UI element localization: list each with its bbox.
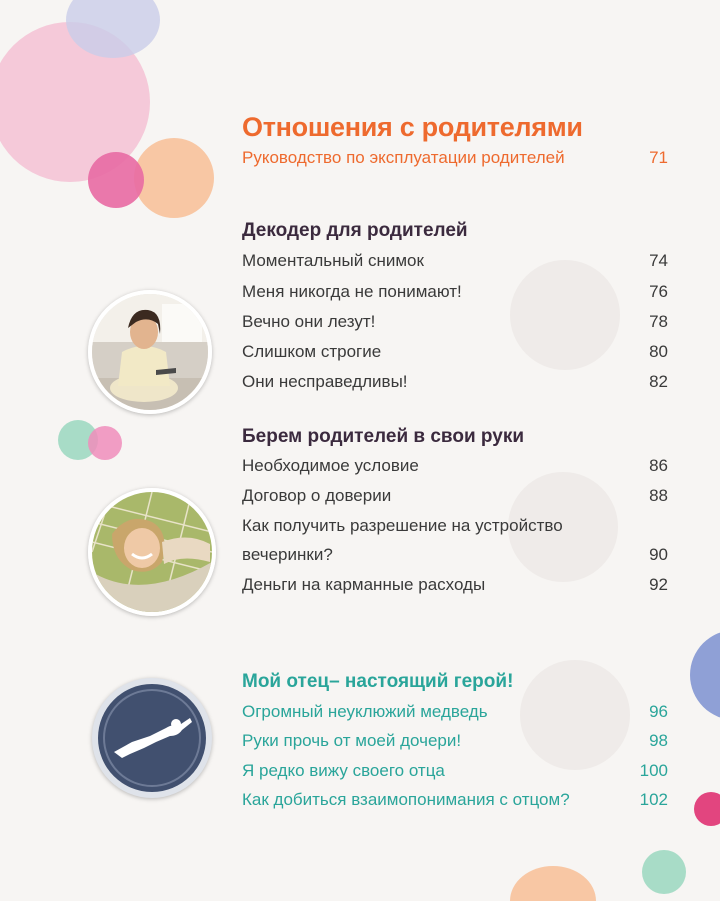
- toc-entry-label: Руки прочь от моей дочери!: [242, 731, 462, 750]
- toc-entry[interactable]: [242, 790, 668, 810]
- toc-entry-label: Вечно они лезут!: [242, 312, 376, 331]
- toc-entry[interactable]: [242, 486, 668, 506]
- toc-entry[interactable]: [242, 456, 668, 476]
- woman-on-sofa-illustration: [92, 294, 208, 410]
- toc-entry-page: 71: [649, 148, 668, 167]
- toc-entry-label: Договор о доверии: [242, 486, 392, 505]
- toc-entry-page: 96: [649, 702, 668, 721]
- bubble-mint-bottom-decor: [642, 850, 686, 894]
- toc-entry-page: 76: [649, 282, 668, 301]
- toc-entry[interactable]: [242, 148, 668, 168]
- girl-in-hammock-photo: [88, 488, 216, 616]
- toc-entry-page: 102: [639, 790, 668, 809]
- toc-entry-label: Как получить разрешение на устройство: [242, 516, 563, 535]
- toc-entry-page: 74: [649, 251, 668, 270]
- section-heading-take-parents: Берем родителей в свои руки: [242, 426, 525, 447]
- bubble-magenta-right-decor: [694, 792, 720, 826]
- toc-entry[interactable]: [242, 761, 668, 781]
- toc-entry-label: Как добиться взаимопонимания с отцом?: [242, 790, 570, 809]
- toc-entry-page: 86: [649, 456, 668, 475]
- toc-entry-page: 88: [649, 486, 668, 505]
- bubble-pink-small-decor: [88, 426, 122, 460]
- toc-entry-label: Слишком строгие: [242, 342, 382, 361]
- toc-entry-page: 90: [649, 545, 668, 564]
- toc-entry-label: Меня никогда не понимают!: [242, 282, 462, 301]
- toc-entry-label: вечеринки?: [242, 545, 333, 564]
- toc-entry[interactable]: [242, 342, 668, 362]
- toc-entry-page: 100: [639, 761, 668, 780]
- toc-entry[interactable]: [242, 545, 668, 565]
- toc-entry-label: Моментальный снимок: [242, 251, 424, 270]
- toc-entry[interactable]: [242, 575, 668, 595]
- toc-entry[interactable]: [242, 372, 668, 392]
- girl-in-hammock-illustration: [92, 492, 212, 612]
- section-title-relationships: Отношения с родителями: [242, 112, 583, 142]
- toc-entry[interactable]: [242, 312, 668, 332]
- section-heading-decoder: Декодер для родителей: [242, 220, 468, 241]
- toc-entry[interactable]: [242, 251, 668, 271]
- bubble-blue-right-decor: [690, 630, 720, 720]
- toc-entry-page: 92: [649, 575, 668, 594]
- flying-hero-icon: [92, 678, 212, 798]
- toc-entry[interactable]: [242, 282, 668, 302]
- toc-entry[interactable]: [242, 731, 668, 751]
- bubble-magenta-decor: [88, 152, 144, 208]
- toc-entry-label: Я редко вижу своего отца: [242, 761, 445, 780]
- bubble-peach-decor: [134, 138, 214, 218]
- toc-entry-label: Деньги на карманные расходы: [242, 575, 486, 594]
- toc-entry-page: 82: [649, 372, 668, 391]
- toc-entry-page: 98: [649, 731, 668, 750]
- bubble-peach-bottom-decor: [510, 866, 596, 901]
- toc-entry[interactable]: [242, 702, 668, 722]
- toc-entry-page: 80: [649, 342, 668, 361]
- toc-entry[interactable]: [242, 516, 668, 536]
- flying-hero-badge: [92, 678, 212, 798]
- toc-entry-label: Руководство по эксплуатации родителей: [242, 148, 565, 167]
- toc-entry-page: 78: [649, 312, 668, 331]
- toc-entry-label: Они несправедливы!: [242, 372, 408, 391]
- toc-entry-label: Огромный неуклюжий медведь: [242, 702, 488, 721]
- woman-on-sofa-photo: [88, 290, 212, 414]
- toc-entry-label: Необходимое условие: [242, 456, 419, 475]
- section-heading-hero-father: Мой отец– настоящий герой!: [242, 671, 514, 692]
